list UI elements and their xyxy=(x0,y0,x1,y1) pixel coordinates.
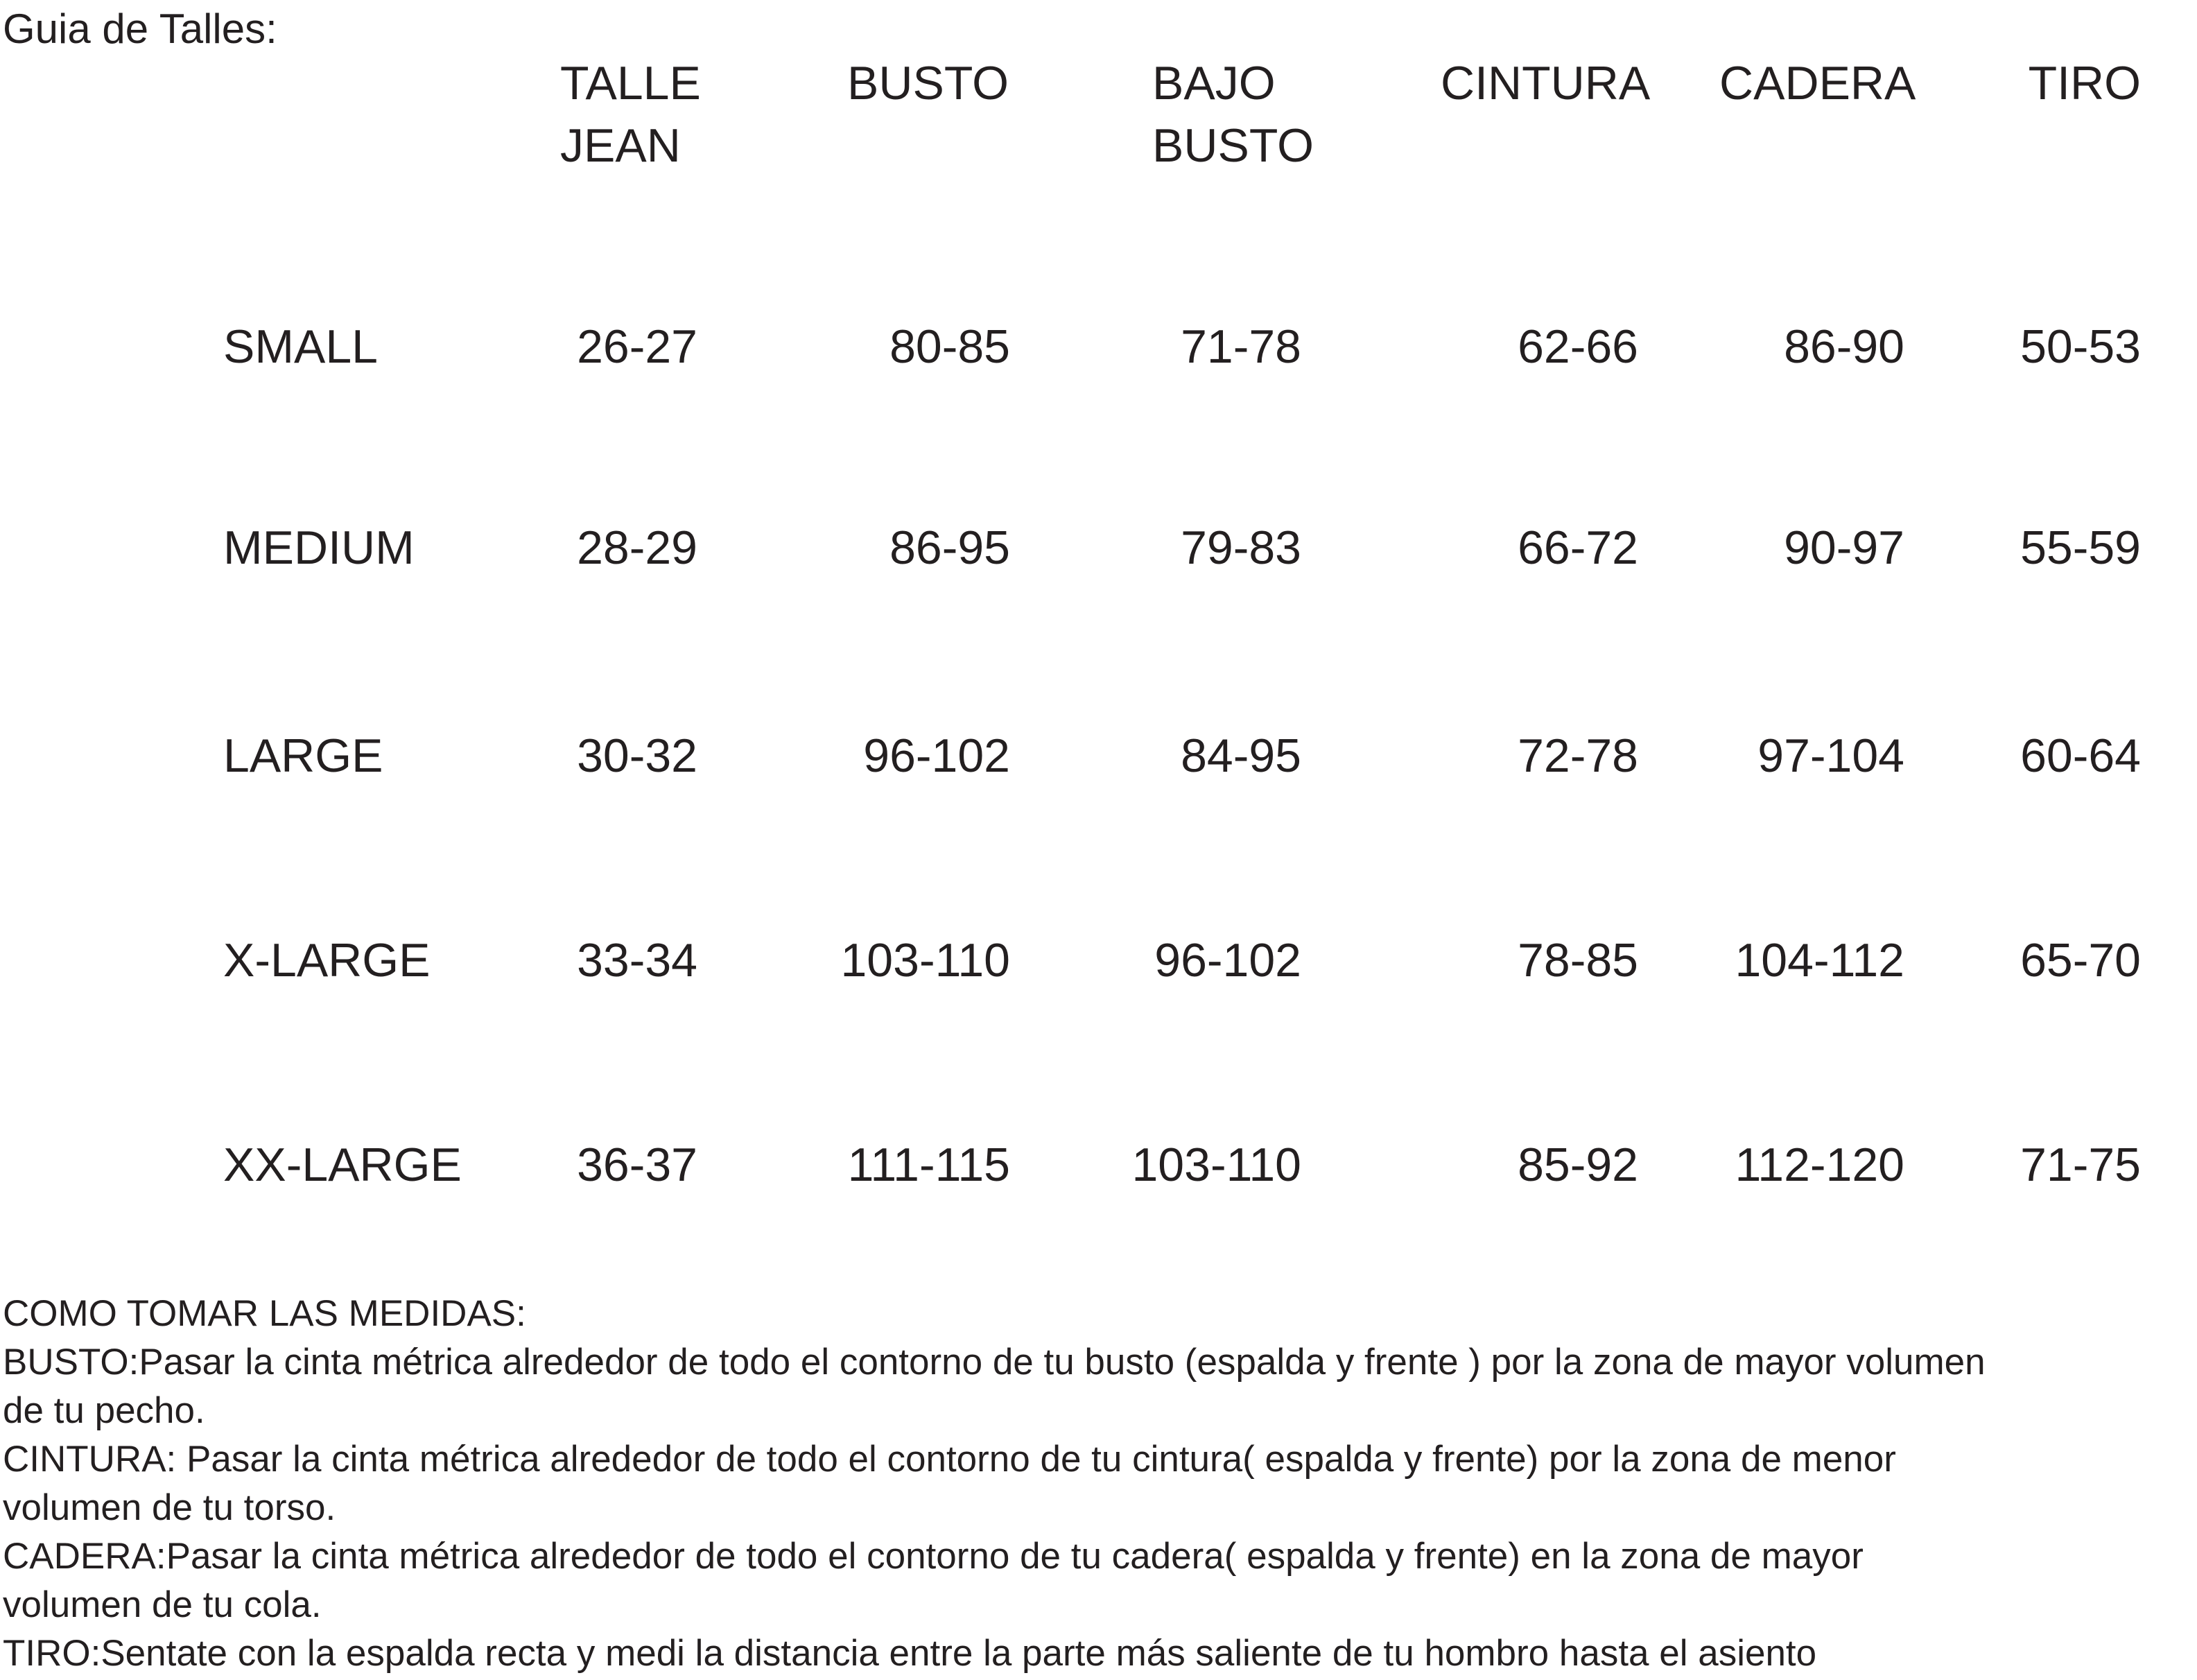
page-title: Guia de Talles: xyxy=(3,6,277,52)
column-header-talle-jean xyxy=(560,52,701,177)
table-cell: 96-102 xyxy=(1154,934,1301,987)
table-cell: 36-37 xyxy=(577,1138,697,1191)
column-header-tiro xyxy=(2029,52,2141,114)
column-header-line: TIRO xyxy=(2028,57,2141,110)
size-label: MEDIUM xyxy=(223,521,415,574)
table-cell: 60-64 xyxy=(2020,729,2141,782)
table-cell: 33-34 xyxy=(577,934,697,987)
column-header-line: TALLE xyxy=(560,57,701,110)
instructions-heading: COMO TOMAR LAS MEDIDAS: xyxy=(3,1293,526,1334)
table-cell: 72-78 xyxy=(1518,729,1638,782)
table-cell: 103-110 xyxy=(1131,1138,1301,1191)
column-header-cadera xyxy=(1719,52,1916,114)
table-cell: 84-95 xyxy=(1181,729,1301,782)
column-header-busto xyxy=(847,52,1009,114)
column-header-line: BUSTO xyxy=(1152,119,1314,172)
column-header-line: CINTURA xyxy=(1441,57,1651,110)
table-cell: 55-59 xyxy=(2020,521,2141,574)
table-cell: 71-78 xyxy=(1181,320,1301,373)
table-cell: 96-102 xyxy=(863,729,1010,782)
table-cell: 111-115 xyxy=(847,1138,1010,1191)
table-cell: 103-110 xyxy=(840,934,1010,987)
table-cell: 104-112 xyxy=(1735,934,1904,987)
table-cell: 26-27 xyxy=(577,320,697,373)
size-label: XX-LARGE xyxy=(223,1138,462,1191)
column-header-line: BUSTO xyxy=(847,57,1009,110)
instruction-line: TIRO:Sentate con la espalda recta y medi la distancia entre la parte más saliente de tu hombro hasta el asiento xyxy=(3,1633,1817,1674)
size-label: SMALL xyxy=(223,320,378,373)
column-header-line: JEAN xyxy=(560,119,681,172)
table-cell: 79-83 xyxy=(1181,521,1301,574)
table-cell: 50-53 xyxy=(2020,320,2141,373)
table-cell: 97-104 xyxy=(1757,729,1904,782)
table-cell: 85-92 xyxy=(1518,1138,1638,1191)
table-cell: 65-70 xyxy=(2020,934,2141,987)
table-cell: 28-29 xyxy=(577,521,697,574)
table-cell: 86-95 xyxy=(889,521,1010,574)
size-label: LARGE xyxy=(223,729,383,782)
table-cell: 30-32 xyxy=(577,729,697,782)
measurement-instructions xyxy=(3,1290,2194,1678)
column-header-cintura xyxy=(1441,52,1650,114)
instruction-line: CADERA:Pasar la cinta métrica alrededor de todo el contorno de tu cadera( espalda y frente) en la zona de mayor xyxy=(3,1536,1864,1577)
instruction-line: volumen de tu cola. xyxy=(3,1584,322,1625)
instruction-line: volumen de tu torso. xyxy=(3,1487,336,1528)
table-cell: 86-90 xyxy=(1784,320,1904,373)
size-label: X-LARGE xyxy=(223,934,431,987)
instruction-line: BUSTO:Pasar la cinta métrica alrededor de todo el contorno de tu busto (espalda y frente ) por la zona de mayor volumen xyxy=(3,1342,1986,1383)
table-cell: 66-72 xyxy=(1518,521,1638,574)
table-cell: 62-66 xyxy=(1518,320,1638,373)
table-cell: 90-97 xyxy=(1784,521,1904,574)
instruction-line: CINTURA: Pasar la cinta métrica alrededor de todo el contorno de tu cintura( espalda y frente) por la zona de menor xyxy=(3,1439,1896,1480)
column-header-line: BAJO xyxy=(1152,57,1276,110)
table-cell: 112-120 xyxy=(1735,1138,1904,1191)
instruction-line: de tu pecho. xyxy=(3,1390,205,1431)
table-cell: 80-85 xyxy=(889,320,1010,373)
table-cell: 71-75 xyxy=(2020,1138,2141,1191)
column-header-bajo-busto xyxy=(1152,52,1314,177)
table-cell: 78-85 xyxy=(1518,934,1638,987)
column-header-line: CADERA xyxy=(1719,57,1916,110)
